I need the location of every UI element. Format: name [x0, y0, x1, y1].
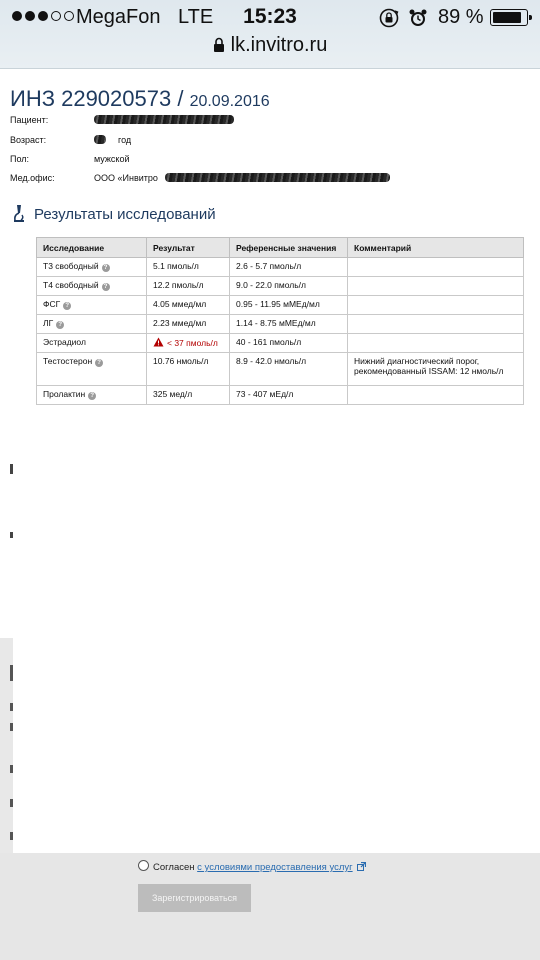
page-edge-mark — [10, 703, 13, 711]
table-row — [37, 296, 524, 315]
result-cell: 4.05 ммед/мл — [147, 296, 230, 315]
test-name-cell — [37, 386, 147, 405]
result-cell: 12.2 пмоль/л — [147, 277, 230, 296]
address-bar[interactable] — [0, 34, 540, 59]
comment-cell — [348, 277, 524, 296]
age-value: год — [118, 135, 132, 145]
info-icon[interactable]: ? — [102, 264, 110, 272]
results-table — [36, 237, 524, 405]
comment-cell: Нижний диагностический порог, рекомендованный ISSAM: 12 нмоль/л — [348, 353, 524, 386]
test-name: Эстрадиол — [43, 337, 86, 347]
page-edge-mark — [10, 532, 13, 538]
table-row — [37, 386, 524, 405]
comment-cell — [348, 296, 524, 315]
result-cell: 10.76 нмоль/л — [147, 353, 230, 386]
redaction-scribble — [94, 135, 106, 144]
result-cell: 2.23 ммед/мл — [147, 315, 230, 334]
reference-cell: 8.9 - 42.0 нмоль/л — [230, 353, 348, 386]
comment-cell — [348, 315, 524, 334]
test-name: ЛГ — [43, 318, 54, 328]
result-cell: 325 мед/л — [147, 386, 230, 405]
reference-cell: 9.0 - 22.0 пмоль/л — [230, 277, 348, 296]
test-name-cell — [37, 334, 147, 353]
test-name-cell — [37, 258, 147, 277]
info-icon[interactable]: ? — [63, 302, 71, 310]
battery-percent: 89 % — [438, 6, 484, 28]
redaction-scribble — [165, 173, 390, 182]
order-date: 20.09.2016 — [189, 93, 270, 110]
column-header: Комментарий — [348, 238, 524, 258]
office-value: ООО «Инвитро — [94, 173, 158, 183]
redaction-scribble — [94, 115, 234, 124]
page-edge-mark — [10, 799, 13, 807]
terms-link[interactable]: с условиями предоставления услуг — [197, 862, 353, 873]
table-row — [37, 334, 524, 353]
reference-cell: 73 - 407 мЕд/л — [230, 386, 348, 405]
alarm-icon — [407, 7, 429, 34]
test-name: Т4 свободный — [43, 280, 99, 290]
comment-cell — [348, 334, 524, 353]
reference-cell: 1.14 - 8.75 мМЕд/мл — [230, 315, 348, 334]
table-header-row — [37, 238, 524, 258]
test-name-cell — [37, 315, 147, 334]
reference-cell: 40 - 161 пмоль/л — [230, 334, 348, 353]
terms-checkbox[interactable] — [138, 860, 149, 871]
agree-label: Согласен — [153, 862, 198, 873]
status-time: 15:23 — [243, 5, 297, 28]
battery-cap — [529, 15, 532, 20]
lock-icon — [213, 36, 225, 59]
warning-icon — [153, 337, 164, 349]
register-button[interactable]: Зарегистрироваться — [138, 884, 251, 912]
status-bar — [0, 0, 540, 34]
page-edge-mark — [10, 464, 13, 474]
test-name: Тестостерон — [43, 356, 93, 366]
result-cell-flagged — [147, 334, 230, 353]
info-icon[interactable]: ? — [88, 392, 96, 400]
column-header: Референсные значения — [230, 238, 348, 258]
table-row — [37, 258, 524, 277]
microscope-icon — [12, 204, 26, 226]
info-icon[interactable]: ? — [95, 359, 103, 367]
sex-value: мужской — [94, 154, 130, 164]
external-link-icon[interactable] — [357, 862, 366, 874]
orientation-lock-icon — [378, 7, 400, 34]
field-label: Возраст: — [10, 135, 47, 145]
battery-level — [493, 12, 521, 23]
url-text: lk.invitro.ru — [230, 34, 328, 56]
network-type: LTE — [178, 6, 214, 28]
table-row — [37, 277, 524, 296]
test-name-cell — [37, 296, 147, 315]
order-number: ИНЗ 229020573 / — [10, 86, 190, 111]
order-title — [10, 86, 270, 112]
comment-cell — [348, 258, 524, 277]
result-cell: 5.1 пмоль/л — [147, 258, 230, 277]
table-row — [37, 315, 524, 334]
table-row — [37, 353, 524, 386]
reference-cell: 2.6 - 5.7 пмоль/л — [230, 258, 348, 277]
page-edge-mark — [10, 765, 13, 773]
test-name: Пролактин — [43, 389, 86, 399]
results-title: Результаты исследований — [34, 206, 216, 223]
field-label: Мед.офис: — [10, 173, 55, 183]
page-edge-mark — [10, 832, 13, 840]
browser-chrome — [0, 0, 540, 69]
page-edge-mark — [10, 723, 13, 731]
test-name: ФСГ — [43, 299, 61, 309]
carrier-name: MegaFon — [76, 6, 161, 28]
comment-cell — [348, 386, 524, 405]
result-value: < 37 пмоль/л — [167, 338, 218, 348]
field-label: Пол: — [10, 154, 30, 164]
info-icon[interactable]: ? — [102, 283, 110, 291]
results-heading — [12, 204, 216, 226]
test-name-cell — [37, 277, 147, 296]
test-name-cell — [37, 353, 147, 386]
column-header: Результат — [147, 238, 230, 258]
page-edge-mark — [10, 665, 13, 681]
reference-cell: 0.95 - 11.95 мМЕд/мл — [230, 296, 348, 315]
column-header: Исследование — [37, 238, 147, 258]
test-name: Т3 свободный — [43, 261, 99, 271]
battery-icon — [490, 9, 528, 26]
terms-agreement — [138, 860, 366, 874]
field-label: Пациент: — [10, 115, 49, 125]
info-icon[interactable]: ? — [56, 321, 64, 329]
